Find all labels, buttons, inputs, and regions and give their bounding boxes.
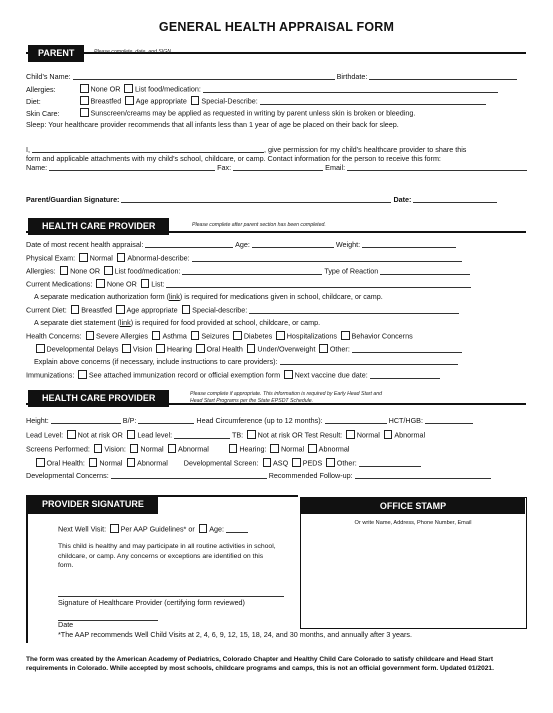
permission-name-field[interactable] bbox=[32, 145, 264, 153]
tb-normal-checkbox[interactable] bbox=[346, 430, 355, 439]
concern-weight-checkbox[interactable] bbox=[247, 344, 256, 353]
contact-email-field[interactable] bbox=[347, 163, 527, 171]
concern-diabetes-checkbox[interactable] bbox=[233, 331, 242, 340]
dev-concerns-field[interactable] bbox=[111, 471, 267, 479]
office-stamp-header: OFFICE STAMP bbox=[301, 498, 525, 514]
concern-other-field[interactable] bbox=[352, 345, 462, 353]
concern-hearing-checkbox[interactable] bbox=[156, 344, 165, 353]
concern-hospitalizations-checkbox[interactable] bbox=[276, 331, 285, 340]
concern-dev-delays-checkbox[interactable] bbox=[36, 344, 45, 353]
concern-behavior-checkbox[interactable] bbox=[341, 331, 350, 340]
allergies-list-checkbox[interactable] bbox=[124, 84, 133, 93]
explain-concerns-field[interactable] bbox=[280, 357, 458, 365]
lead-level-checkbox[interactable] bbox=[127, 430, 136, 439]
visit-age-checkbox[interactable] bbox=[199, 524, 208, 533]
dev-peds-checkbox[interactable] bbox=[292, 458, 301, 467]
permission-row: I, , give permission for my child’s healthcare provider to share this bbox=[26, 145, 467, 154]
concern-seizures-checkbox[interactable] bbox=[191, 331, 200, 340]
appraisal-age-field[interactable] bbox=[252, 240, 334, 248]
hcp-allergies-row: Allergies: None OR List food/medication: Type of Reaction bbox=[26, 266, 531, 276]
exam-abnormal-field[interactable] bbox=[192, 254, 462, 262]
height-row: Height: B/P: Head Circumference (up to 12 months): HCT/HGB: bbox=[26, 416, 531, 425]
hcp-diet-special-checkbox[interactable] bbox=[182, 305, 191, 314]
meds-list-checkbox[interactable] bbox=[141, 279, 150, 288]
hcp-diet-age-checkbox[interactable] bbox=[116, 305, 125, 314]
dev-other-checkbox[interactable] bbox=[326, 458, 335, 467]
sleep-row: Sleep: Your healthcare provider recommends that all infants less than 1 year of age be placed on their back for sleep. bbox=[26, 120, 399, 129]
concern-other-checkbox[interactable] bbox=[319, 344, 328, 353]
birthdate-field[interactable] bbox=[369, 72, 517, 80]
hcp-diet-breastfed-checkbox[interactable] bbox=[71, 305, 80, 314]
parent-signature-row: Parent/Guardian Signature: Date: bbox=[26, 195, 531, 204]
office-stamp-note: Or write Name, Address, Phone Number, Email bbox=[354, 520, 472, 526]
current-diet-row: Current Diet: Breastfed Age appropriate Special-describe: bbox=[26, 305, 531, 315]
hearing-normal-checkbox[interactable] bbox=[270, 444, 279, 453]
parent-date-field[interactable] bbox=[413, 195, 497, 203]
dev-asq-checkbox[interactable] bbox=[263, 458, 272, 467]
tb-not-risk-checkbox[interactable] bbox=[247, 430, 256, 439]
meds-list-field[interactable] bbox=[166, 280, 471, 288]
next-vaccine-checkbox[interactable] bbox=[284, 370, 293, 379]
concern-vision-checkbox[interactable] bbox=[122, 344, 131, 353]
office-stamp-box[interactable] bbox=[300, 497, 527, 629]
vision-normal-checkbox[interactable] bbox=[130, 444, 139, 453]
dev-other-field[interactable] bbox=[359, 459, 421, 467]
diet-age-checkbox[interactable] bbox=[125, 96, 134, 105]
diet-special-field[interactable] bbox=[260, 97, 486, 105]
parent-tab: PARENT bbox=[28, 45, 84, 62]
health-concerns-row-2: Developmental Delays Vision Hearing Oral Health Under/Overweight Other: bbox=[26, 344, 539, 354]
current-meds-row: Current Medications: None OR List: bbox=[26, 279, 531, 289]
screen-oral-checkbox[interactable] bbox=[36, 458, 45, 467]
contact-row: Name: Fax: Email: bbox=[26, 163, 531, 172]
oral-normal-checkbox[interactable] bbox=[89, 458, 98, 467]
allergies-none-checkbox[interactable] bbox=[80, 84, 89, 93]
screens-row: Screens Performed: Vision: Normal Abnormal Hearing: Normal Abnormal bbox=[26, 444, 350, 454]
provider-signature-label: Signature of Healthcare Provider (certifying form reviewed) bbox=[58, 598, 245, 607]
hcp-allergies-none-checkbox[interactable] bbox=[60, 266, 69, 275]
hcp-diet-special-field[interactable] bbox=[249, 306, 459, 314]
appraisal-date-field[interactable] bbox=[145, 240, 233, 248]
diet-breastfed-checkbox[interactable] bbox=[80, 96, 89, 105]
allergies-list-field[interactable] bbox=[203, 85, 498, 93]
bp-field[interactable] bbox=[138, 416, 194, 424]
provider-signature-tab: PROVIDER SIGNATURE bbox=[28, 495, 158, 514]
visit-age-field[interactable] bbox=[226, 525, 248, 533]
hcp2-tab: HEALTH CARE PROVIDER bbox=[28, 390, 169, 407]
contact-fax-field[interactable] bbox=[233, 163, 323, 171]
parent-note: Please complete, date, and SIGN. bbox=[94, 49, 173, 55]
allergies-row: Allergies: None OR List food/medication: bbox=[26, 84, 531, 94]
height-field[interactable] bbox=[51, 416, 121, 424]
med-auth-note: A separate medication authorization form (link) is required for medications given in school, childcare, or camp. bbox=[34, 292, 383, 301]
hcp2-note-1: Please complete if appropriate. This information is required by Early Head Start and bbox=[190, 391, 383, 397]
lead-level-field[interactable] bbox=[174, 431, 230, 439]
meds-none-checkbox[interactable] bbox=[96, 279, 105, 288]
physical-exam-row: Physical Exam: Normal Abnormal-describe: bbox=[26, 253, 531, 263]
immunization-attached-checkbox[interactable] bbox=[78, 370, 87, 379]
skin-care-row: Skin Care: Sunscreen/creams may be applied as requested in writing by parent unless skin is broken or bleeding. bbox=[26, 108, 416, 118]
provider-signature-line[interactable] bbox=[58, 596, 284, 597]
tb-abnormal-checkbox[interactable] bbox=[384, 430, 393, 439]
childs-name-field[interactable] bbox=[73, 72, 335, 80]
reaction-type-field[interactable] bbox=[380, 267, 470, 275]
oral-abnormal-checkbox[interactable] bbox=[127, 458, 136, 467]
screen-vision-checkbox[interactable] bbox=[94, 444, 103, 453]
diet-row: Diet: Breastfed Age appropriate Special-Describe: bbox=[26, 96, 531, 106]
lead-level-row: Lead Level: Not at risk OR Lead level: TB: Not at risk OR Test Result: Normal Abnormal bbox=[26, 430, 426, 440]
hcp-allergies-field[interactable] bbox=[182, 267, 322, 275]
concern-asthma-checkbox[interactable] bbox=[152, 331, 161, 340]
footer-disclaimer: The form was created by the American Academy of Pediatrics, Colorado Chapter and Healthy Child Care Colorado to satisfy childcare and Head Start requirements in Colorado. While accepted by most schools, childcare programs and camps, this is not an official government form. Updated 01/2021. bbox=[26, 656, 494, 672]
diet-special-checkbox[interactable] bbox=[191, 96, 200, 105]
hcp-note: Please complete after parent section has been completed. bbox=[192, 222, 326, 228]
med-auth-link[interactable]: link bbox=[169, 292, 180, 301]
vision-abnormal-checkbox[interactable] bbox=[168, 444, 177, 453]
hearing-abnormal-checkbox[interactable] bbox=[308, 444, 317, 453]
permission-row-2: form and applicable attachments with my child’s school, childcare, or camp. Contact information for the person to receive this form: bbox=[26, 154, 441, 163]
next-visit-row: Next Well Visit: Per AAP Guidelines* or Age: bbox=[58, 524, 298, 534]
explain-concerns-row: Explain above concerns (if necessary, include instructions to care providers): bbox=[26, 357, 539, 366]
follow-up-field[interactable] bbox=[355, 471, 491, 479]
dev-concerns-row: Developmental Concerns: Recommended Follow-up: bbox=[26, 471, 531, 480]
hcp-tab: HEALTH CARE PROVIDER bbox=[28, 218, 169, 235]
screen-hearing-checkbox[interactable] bbox=[229, 444, 238, 453]
concern-oral-health-checkbox[interactable] bbox=[196, 344, 205, 353]
head-circ-field[interactable] bbox=[325, 416, 387, 424]
healthy-statement: This child is healthy and may participate in all routine activities in school, childcare, or camp. Any concerns or exceptions are identified on this form. bbox=[58, 543, 276, 569]
lead-not-risk-checkbox[interactable] bbox=[67, 430, 76, 439]
provider-date-label: Date bbox=[58, 620, 74, 629]
exam-normal-checkbox[interactable] bbox=[79, 253, 88, 262]
diet-stmt-note: A separate diet statement (link) is required for food provided at school, childcare, or camp. bbox=[34, 318, 321, 327]
skin-care-checkbox[interactable] bbox=[80, 108, 89, 117]
health-concerns-row: Health Concerns: Severe Allergies Asthma Seizures Diabetes Hospitalizations Behavior Concerns bbox=[26, 331, 413, 341]
contact-name-field[interactable] bbox=[49, 163, 215, 171]
exam-abnormal-checkbox[interactable] bbox=[117, 253, 126, 262]
form-title: GENERAL HEALTH APPRAISAL FORM bbox=[158, 20, 395, 34]
appraisal-weight-field[interactable] bbox=[362, 240, 456, 248]
aap-recommendation: *The AAP recommends Well Child Visits at 2, 4, 6, 9, 12, 15, 18, 24, and 30 months, and annually after 3 years. bbox=[58, 630, 412, 639]
next-vaccine-field[interactable] bbox=[370, 371, 440, 379]
concern-severe-allergies-checkbox[interactable] bbox=[86, 331, 95, 340]
appraisal-date-row: Date of most recent health appraisal: Age: Weight: bbox=[26, 240, 531, 249]
per-aap-checkbox[interactable] bbox=[110, 524, 119, 533]
diet-stmt-link[interactable]: link bbox=[119, 318, 131, 327]
hcp-allergies-list-checkbox[interactable] bbox=[104, 266, 113, 275]
hct-field[interactable] bbox=[425, 416, 473, 424]
immunizations-row: Immunizations: See attached immunization record or official exemption form Next vaccine due date: bbox=[26, 370, 531, 380]
hcp2-note-2: Head Start Programs per the State EPSDT Schedule. bbox=[190, 398, 314, 404]
childs-name-row: Child’s Name: Birthdate: bbox=[26, 72, 531, 81]
parent-signature-field[interactable] bbox=[121, 195, 391, 203]
oral-dev-row: Oral Health: Normal Abnormal Developmental Screen: ASQ PEDS Other: bbox=[26, 458, 539, 468]
